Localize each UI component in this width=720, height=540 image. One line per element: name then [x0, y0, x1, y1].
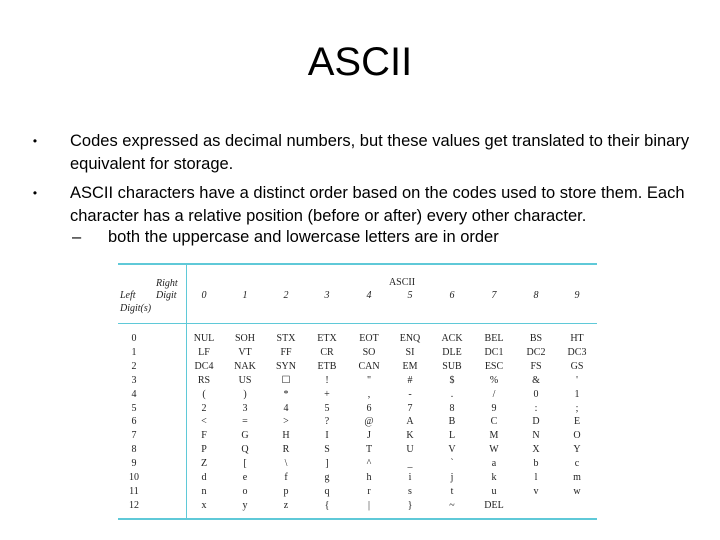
table-cell: v — [533, 485, 539, 497]
table-cell: + — [324, 388, 330, 400]
table-cell: ) — [243, 388, 247, 400]
table-col-header: 5 — [407, 290, 413, 301]
sub-bullet — [30, 226, 499, 249]
table-cell: ^ — [366, 458, 372, 470]
table-cell: t — [450, 485, 454, 497]
table-cell: 6 — [366, 402, 372, 414]
table-cell: [ — [243, 458, 247, 470]
sub-bullet-text: both the uppercase and lowercase letters are in order — [108, 228, 499, 246]
bullet-text: ASCII characters have a distinct order based on the codes used to store them. Each character has a relative position (before or after) every other character. — [70, 184, 685, 225]
table-cell: 2 — [201, 402, 207, 414]
table-cell: F — [201, 430, 207, 442]
table-cell: SI — [405, 346, 415, 358]
table-bottom-rule — [118, 518, 597, 520]
table-cell: p — [283, 485, 289, 497]
table-cell: E — [573, 416, 581, 428]
table-cell: 5 — [324, 402, 330, 414]
table-cell: h — [366, 472, 372, 483]
table-cell: o — [242, 485, 248, 497]
table-digits-label: Digit(s) — [120, 303, 152, 314]
table-cell: NUL — [193, 333, 215, 344]
table-cell: C — [490, 416, 498, 428]
table-row-header: 7 — [131, 430, 137, 442]
table-cell: D — [532, 416, 540, 428]
table-cell: Q — [241, 444, 249, 456]
ascii-table — [118, 263, 597, 520]
table-cell: W — [489, 444, 499, 456]
table-right-label: Right — [156, 278, 178, 289]
table-cell: V — [448, 444, 456, 456]
table-cell: q — [324, 485, 330, 497]
table-cell: ? — [324, 416, 330, 428]
table-cell: b — [533, 458, 539, 470]
table-cell: \ — [284, 458, 288, 470]
table-cell: DC2 — [526, 346, 546, 358]
table-row-header: 2 — [131, 360, 137, 372]
table-cell: NAK — [234, 360, 256, 372]
table-cell: ☐ — [281, 374, 291, 386]
table-cell: ; — [575, 402, 579, 414]
table-cell: EM — [402, 360, 418, 372]
table-cell: & — [532, 374, 540, 386]
bullet-item — [30, 130, 710, 176]
table-cell: l — [534, 472, 538, 483]
table-cell: ENQ — [399, 333, 421, 344]
bullet-text: Codes expressed as decimal numbers, but these values get translated to their binary equivalent for storage. — [70, 132, 690, 173]
table-cell: 1 — [574, 388, 580, 400]
table-cell: w — [573, 485, 581, 497]
table-cell: US — [238, 374, 252, 386]
table-cell: 7 — [407, 402, 413, 414]
table-cell: a — [491, 458, 497, 470]
table-cell: N — [532, 430, 540, 442]
table-cell: U — [406, 444, 414, 456]
table-cell: : — [534, 402, 538, 414]
table-cell: ` — [450, 458, 454, 470]
table-cell: X — [532, 444, 540, 456]
table-cell: % — [489, 374, 499, 386]
table-cell: SUB — [442, 360, 462, 372]
table-cell: . — [450, 388, 454, 400]
table-cell: x — [201, 499, 207, 511]
table-cell: H — [282, 430, 290, 442]
table-cell: DEL — [484, 499, 504, 511]
table-cell: ETB — [317, 360, 337, 372]
table-cell: ~ — [449, 499, 455, 511]
table-cell: m — [573, 472, 581, 483]
sub-bullet-dash: – — [72, 228, 82, 246]
table-cell: ETX — [317, 333, 337, 344]
table-cell: BS — [529, 333, 543, 344]
table-cell: i — [408, 472, 412, 483]
table-cell: # — [407, 374, 413, 386]
table-cell: e — [242, 472, 248, 483]
table-col-header: 9 — [574, 290, 580, 301]
table-cell: K — [406, 430, 414, 442]
table-cell: HT — [570, 333, 584, 344]
table-col-header: 6 — [449, 290, 455, 301]
table-cell: 0 — [533, 388, 539, 400]
table-cell: L — [448, 430, 456, 442]
table-col-header: 0 — [201, 290, 207, 301]
table-row-header: 12 — [129, 499, 139, 511]
table-cell: T — [365, 444, 373, 456]
table-cell: FF — [280, 346, 292, 358]
table-cell: ! — [325, 374, 329, 386]
table-cell: 8 — [449, 402, 455, 414]
table-cell: DC1 — [484, 346, 504, 358]
table-cell: ACK — [441, 333, 463, 344]
table-cell: SYN — [275, 360, 296, 372]
table-cell: 4 — [283, 402, 289, 414]
table-cell: - — [408, 388, 412, 400]
table-col-header: 3 — [324, 290, 330, 301]
table-cell: Z — [200, 458, 208, 470]
table-cell: A — [406, 416, 414, 428]
table-cell: ( — [202, 388, 206, 400]
table-cell: Y — [573, 444, 581, 456]
table-cell: g — [324, 472, 330, 483]
table-cell: 3 — [242, 402, 248, 414]
table-col-header: 2 — [283, 290, 289, 301]
table-row-header: 11 — [129, 485, 139, 497]
table-cell: z — [283, 499, 289, 511]
table-cell: _ — [407, 458, 413, 470]
table-header-rule — [118, 323, 597, 324]
table-cell: O — [573, 430, 581, 442]
table-cell: ESC — [484, 360, 504, 372]
table-cell: R — [282, 444, 290, 456]
table-cell: n — [201, 485, 207, 497]
table-row-header: 4 — [131, 388, 137, 400]
table-row-header: 3 — [131, 374, 137, 386]
table-cell: k — [491, 472, 497, 483]
table-row-header: 8 — [131, 444, 137, 456]
table-cell: BEL — [484, 333, 504, 344]
table-col-header: 8 — [533, 290, 539, 301]
table-row-header: 5 — [131, 402, 137, 414]
table-cell: SO — [362, 346, 376, 358]
table-cell: 9 — [491, 402, 497, 414]
table-digit-label: Digit — [156, 290, 177, 301]
table-cell: < — [201, 416, 207, 428]
slide-title: ASCII — [307, 40, 413, 84]
table-cell: P — [201, 444, 207, 456]
table-row-header: 6 — [131, 416, 137, 428]
table-cell: M — [489, 430, 499, 442]
table-ascii-label: ASCII — [388, 277, 416, 288]
table-cell: / — [492, 388, 496, 400]
table-cell: * — [283, 388, 289, 400]
table-cell: DC4 — [194, 360, 214, 372]
table-row-header: 1 — [131, 346, 137, 358]
table-cell: d — [201, 472, 207, 483]
table-col-header: 4 — [366, 290, 372, 301]
table-cell: RS — [197, 374, 211, 386]
table-row-header: 10 — [129, 472, 139, 483]
table-cell: STX — [276, 333, 296, 344]
table-cell: u — [491, 485, 497, 497]
table-top-rule — [118, 263, 597, 265]
bullet-dot-icon: • — [32, 134, 38, 148]
table-cell: SOH — [234, 333, 255, 344]
table-cell: } — [407, 499, 413, 511]
table-cell: | — [367, 499, 370, 511]
bullet-list — [30, 130, 710, 234]
table-cell: B — [448, 416, 456, 428]
table-cell: { — [324, 499, 330, 511]
table-cell: @ — [364, 416, 374, 428]
table-col-header: 7 — [491, 290, 497, 301]
table-cell: c — [574, 458, 580, 470]
table-cell: f — [284, 472, 288, 483]
table-cell: " — [366, 374, 372, 386]
table-cell: LF — [198, 346, 210, 358]
table-row-header: 9 — [131, 458, 137, 470]
table-cell: GS — [570, 360, 584, 372]
table-cell: CR — [320, 346, 334, 358]
table-cell: CAN — [358, 360, 380, 372]
table-cell: j — [450, 472, 454, 483]
table-cell: s — [408, 485, 412, 497]
table-row-header: 0 — [131, 333, 137, 344]
table-cell: EOT — [359, 333, 379, 344]
table-cell: y — [242, 499, 248, 511]
table-cell: = — [242, 416, 248, 428]
table-cell: $ — [449, 374, 455, 386]
table-left-label: Left — [120, 290, 136, 301]
table-cell: r — [367, 485, 371, 497]
table-cell: > — [283, 416, 289, 428]
table-cell: VT — [238, 346, 252, 358]
table-cell: DC3 — [567, 346, 587, 358]
bullet-item — [30, 182, 710, 228]
table-cell: S — [324, 444, 330, 456]
table-col-header: 1 — [242, 290, 248, 301]
table-cell: , — [367, 388, 371, 400]
table-cell: DLE — [442, 346, 462, 358]
table-cell: ] — [325, 458, 329, 470]
table-cell: J — [367, 430, 371, 442]
table-cell: I — [325, 430, 329, 442]
table-cell: ' — [576, 374, 578, 386]
table-cell: G — [241, 430, 249, 442]
bullet-dot-icon: • — [32, 186, 38, 200]
table-cell: FS — [530, 360, 542, 372]
